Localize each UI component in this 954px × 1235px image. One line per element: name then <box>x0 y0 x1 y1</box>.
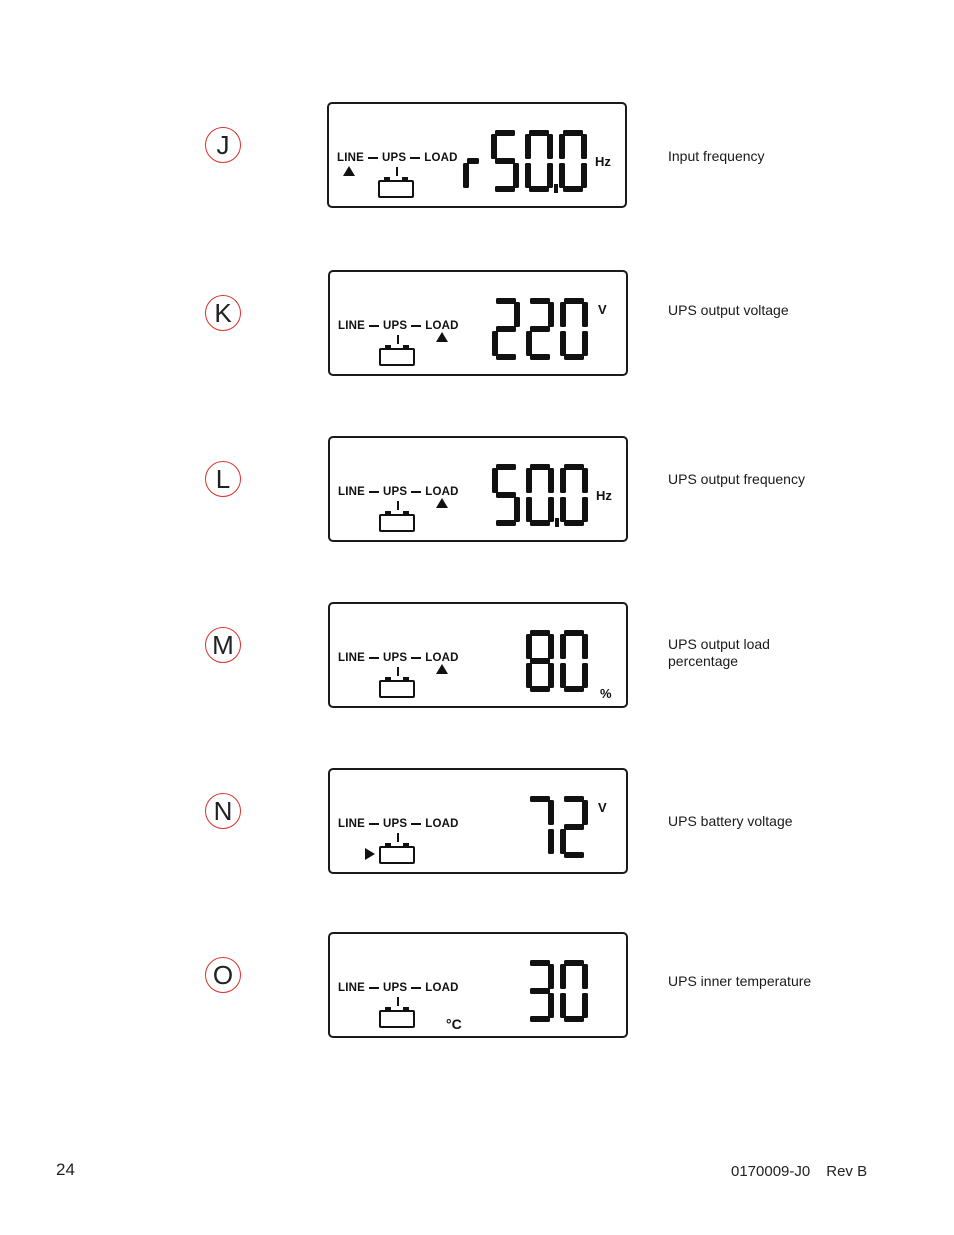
seven-segment-readout <box>526 960 588 1030</box>
seven-segment-readout <box>492 464 588 534</box>
decimal-point <box>554 184 558 193</box>
digit-segment <box>467 158 479 164</box>
digit-segment <box>495 186 516 192</box>
power-flow-labels <box>337 152 458 164</box>
digit-segment <box>582 964 588 990</box>
digit-segment <box>564 520 585 526</box>
flow-connector <box>369 987 379 989</box>
row-marker: K <box>205 295 241 331</box>
flow-connector <box>411 491 421 493</box>
display-description: UPS output load percentage <box>668 636 770 669</box>
seven-segment-readout <box>526 796 588 866</box>
digit-segment <box>560 964 566 990</box>
digit-segment <box>548 964 554 990</box>
decimal-point <box>555 518 559 527</box>
flow-connector <box>369 491 379 493</box>
flow-connector <box>369 823 379 825</box>
load-indicator-arrow-icon <box>436 664 448 674</box>
display-row <box>0 766 954 876</box>
digit-segment <box>530 1016 551 1022</box>
digit-segment <box>496 464 517 470</box>
digit-segment <box>526 663 532 689</box>
digit-segment <box>496 326 517 332</box>
digit-segment <box>526 497 532 523</box>
flow-label-load: LOAD <box>425 320 459 332</box>
display-description: UPS output frequency <box>668 471 805 487</box>
power-flow-labels <box>338 320 459 332</box>
display-row <box>0 100 954 210</box>
digit-segment <box>560 331 566 357</box>
display-description: UPS battery voltage <box>668 813 793 829</box>
flow-label-ups: UPS <box>383 652 408 664</box>
row-marker: M <box>205 627 241 663</box>
load-indicator-arrow-icon <box>436 498 448 508</box>
digit-segment <box>463 163 469 189</box>
unit-label: V <box>598 800 607 815</box>
digit-segment <box>548 302 554 328</box>
digit-segment <box>526 634 532 660</box>
digit-segment <box>560 468 566 494</box>
battery-connector <box>397 335 399 344</box>
battery-icon <box>379 348 415 366</box>
digit-segment <box>530 520 551 526</box>
battery-icon <box>379 1010 415 1028</box>
display-row <box>0 930 954 1040</box>
flow-connector <box>411 325 421 327</box>
flow-label-ups: UPS <box>383 320 408 332</box>
row-marker: L <box>205 461 241 497</box>
digit-segment <box>492 331 498 357</box>
digit-segment <box>564 1016 585 1022</box>
flow-connector <box>411 823 421 825</box>
digit-segment <box>582 468 588 494</box>
flow-connector <box>411 657 421 659</box>
digit-segment <box>495 158 516 164</box>
battery-connector <box>396 167 398 176</box>
digit-segment <box>560 829 566 855</box>
flow-connector <box>368 157 378 159</box>
digit-segment <box>514 302 520 328</box>
digit-segment <box>530 658 551 664</box>
digit-segment <box>526 331 532 357</box>
display-row <box>0 268 954 378</box>
digit-segment <box>582 634 588 660</box>
seven-segment-readout <box>526 630 588 700</box>
unit-label: Hz <box>596 488 612 503</box>
unit-label: V <box>598 302 607 317</box>
power-flow-labels <box>338 652 459 664</box>
digit-segment <box>492 468 498 494</box>
flow-label-ups: UPS <box>383 982 408 994</box>
digit-segment <box>514 497 520 523</box>
flow-label-line: LINE <box>337 152 364 164</box>
revision: Rev B <box>826 1163 868 1180</box>
digit-segment <box>525 134 531 160</box>
lcd-panel <box>328 768 628 874</box>
display-description: Input frequency <box>668 148 765 164</box>
digit-segment <box>496 492 517 498</box>
digit-segment <box>548 829 554 855</box>
digit-segment <box>564 354 585 360</box>
digit-segment <box>547 134 553 160</box>
digit-segment <box>560 993 566 1019</box>
flow-label-load: LOAD <box>425 652 459 664</box>
row-marker: O <box>205 957 241 993</box>
flow-connector <box>411 987 421 989</box>
digit-segment <box>530 354 551 360</box>
digit-segment <box>563 186 584 192</box>
digit-segment <box>548 468 554 494</box>
digit-segment <box>548 634 554 660</box>
battery-icon <box>379 514 415 532</box>
flow-connector <box>369 325 379 327</box>
flow-label-line: LINE <box>338 818 365 830</box>
digit-segment <box>559 134 565 160</box>
digit-segment <box>560 634 566 660</box>
flow-label-ups: UPS <box>383 486 408 498</box>
flow-label-load: LOAD <box>425 486 459 498</box>
unit-label: °C <box>446 1016 462 1032</box>
flow-label-ups: UPS <box>383 818 408 830</box>
page-number: 24 <box>56 1160 75 1179</box>
digit-segment <box>548 993 554 1019</box>
battery-connector <box>397 833 399 842</box>
flow-label-load: LOAD <box>425 982 459 994</box>
seven-segment-readout <box>492 298 588 368</box>
seven-segment-readout <box>463 130 587 200</box>
display-row <box>0 434 954 544</box>
flow-label-line: LINE <box>338 320 365 332</box>
display-description: UPS inner temperature <box>668 973 812 989</box>
digit-segment <box>581 163 587 189</box>
lcd-panel <box>327 102 627 208</box>
battery-icon <box>378 180 414 198</box>
power-flow-labels <box>338 818 459 830</box>
digit-segment <box>496 520 517 526</box>
digit-segment <box>560 302 566 328</box>
digit-segment <box>582 331 588 357</box>
digit-segment <box>548 497 554 523</box>
power-flow-labels <box>338 486 459 498</box>
flow-label-line: LINE <box>338 652 365 664</box>
row-marker: J <box>205 127 241 163</box>
document-id <box>731 1163 867 1180</box>
digit-segment <box>530 326 551 332</box>
battery-connector <box>397 667 399 676</box>
digit-segment <box>530 988 551 994</box>
lcd-panel <box>328 602 628 708</box>
digit-segment <box>495 130 516 136</box>
digit-segment <box>564 686 585 692</box>
flow-connector <box>369 657 379 659</box>
flow-label-load: LOAD <box>425 818 459 830</box>
digit-segment <box>530 686 551 692</box>
digit-segment <box>582 497 588 523</box>
digit-segment <box>582 663 588 689</box>
battery-connector <box>397 997 399 1006</box>
lcd-panel <box>328 270 628 376</box>
flow-label-line: LINE <box>338 982 365 994</box>
flow-label-ups: UPS <box>382 152 407 164</box>
battery-icon <box>379 680 415 698</box>
digit-segment <box>548 663 554 689</box>
battery-icon <box>379 846 415 864</box>
line-indicator-arrow-icon <box>343 166 355 176</box>
flow-label-line: LINE <box>338 486 365 498</box>
doc-number: 0170009-J0 <box>731 1163 811 1180</box>
flow-connector <box>410 157 420 159</box>
digit-segment <box>559 163 565 189</box>
digit-segment <box>560 497 566 523</box>
digit-segment <box>529 186 550 192</box>
load-indicator-arrow-icon <box>436 332 448 342</box>
digit-segment <box>547 163 553 189</box>
digit-segment <box>526 468 532 494</box>
digit-segment <box>513 163 519 189</box>
digit-segment <box>564 852 585 858</box>
digit-segment <box>581 134 587 160</box>
unit-label: Hz <box>595 154 611 169</box>
lcd-panel <box>328 436 628 542</box>
digit-segment <box>548 800 554 826</box>
digit-segment <box>525 163 531 189</box>
battery-connector <box>397 501 399 510</box>
digit-segment <box>560 663 566 689</box>
digit-segment <box>582 302 588 328</box>
lcd-panel <box>328 932 628 1038</box>
power-flow-labels <box>338 982 459 994</box>
digit-segment <box>582 993 588 1019</box>
digit-segment <box>496 354 517 360</box>
row-marker: N <box>205 793 241 829</box>
display-description: UPS output voltage <box>668 302 789 318</box>
digit-segment <box>564 824 585 830</box>
digit-segment <box>582 800 588 826</box>
display-row <box>0 600 954 710</box>
battery-indicator-arrow-icon <box>365 848 375 860</box>
digit-segment <box>491 134 497 160</box>
flow-label-load: LOAD <box>424 152 458 164</box>
unit-label: % <box>600 686 612 701</box>
